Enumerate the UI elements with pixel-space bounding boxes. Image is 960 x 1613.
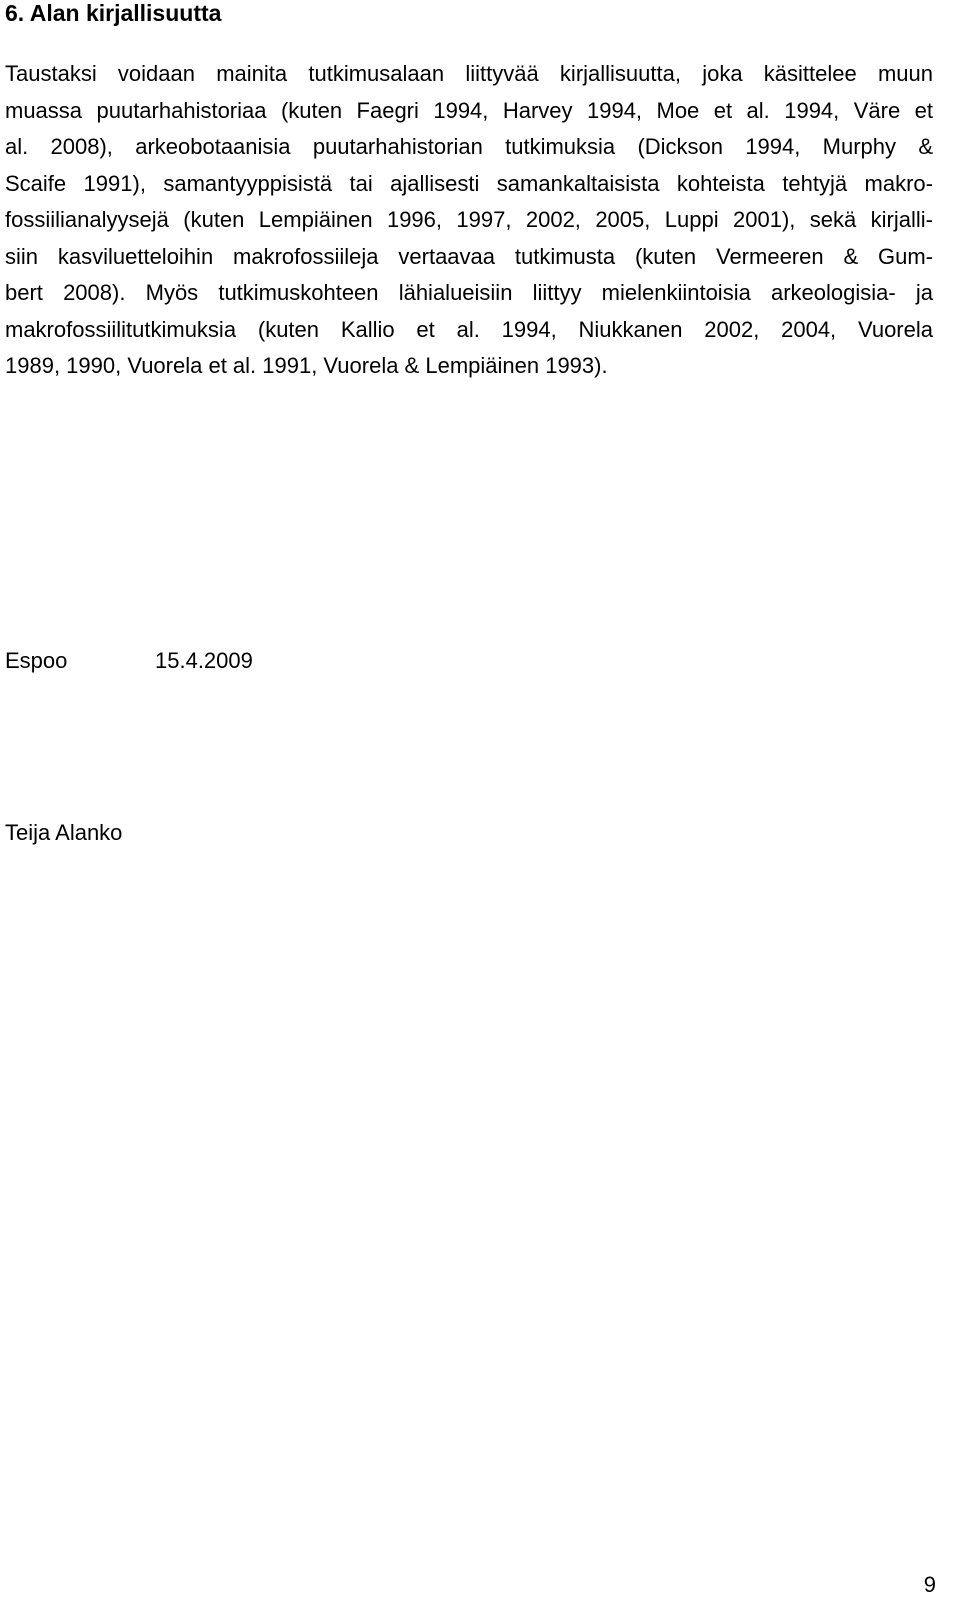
paragraph-line: bert 2008). Myös tutkimuskohteen lähialueisiin liittyy mielenkiintoisia arkeologisia- ja <box>5 280 933 305</box>
section-heading: 6. Alan kirjallisuutta <box>5 0 222 26</box>
paragraph-line: siin kasviluetteloihin makrofossiileja vertaavaa tutkimusta (kuten Vermeeren & Gum- <box>5 243 933 269</box>
signature-date: 15.4.2009 <box>155 648 253 673</box>
body-paragraph <box>5 56 933 385</box>
place-and-date <box>5 646 253 676</box>
paragraph-line: Scaife 1991), samantyyppisistä tai ajallisesti samankaltaisista kohteista tehtyjä makro- <box>5 170 933 196</box>
page-number: 9 <box>923 1572 936 1597</box>
paragraph-line: 1989, 1990, Vuorela et al. 1991, Vuorela & Lempiäinen 1993). <box>5 353 608 378</box>
paragraph-line: Taustaksi voidaan mainita tutkimusalaan liittyvää kirjallisuutta, joka käsittelee muun <box>5 61 933 86</box>
paragraph-line: makrofossiilitutkimuksia (kuten Kallio et al. 1994, Niukkanen 2002, 2004, Vuorela <box>5 316 933 342</box>
paragraph-line: fossiilianalyysejä (kuten Lempiäinen 1996, 1997, 2002, 2005, Luppi 2001), sekä kirjalli- <box>5 207 933 232</box>
author-name: Teija Alanko <box>5 820 123 845</box>
paragraph-line: al. 2008), arkeobotaanisia puutarhahistorian tutkimuksia (Dickson 1994, Murphy & <box>5 134 933 159</box>
signature-place: Espoo <box>5 648 68 673</box>
paragraph-line: muassa puutarhahistoriaa (kuten Faegri 1994, Harvey 1994, Moe et al. 1994, Väre et <box>5 97 933 123</box>
